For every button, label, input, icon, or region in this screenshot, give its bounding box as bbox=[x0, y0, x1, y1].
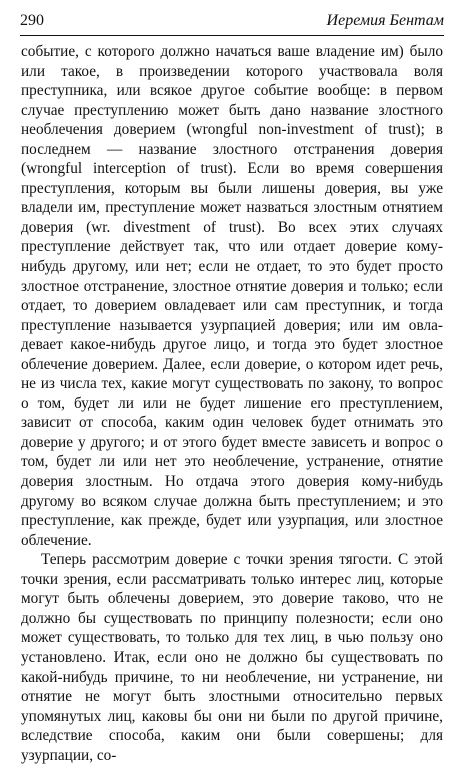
running-head: Иеремия Бентам bbox=[326, 12, 444, 29]
header-rule bbox=[20, 35, 444, 36]
paragraph-2: Теперь рассмотрим доверие с точки зрения тягости. С этой точки зрения, если рассматривать только интерес лиц, которые могут быть облечены доверием, это доверие таково, что не должно бы существовать по принципу полезности; если оно может существовать, то только для тех лиц, в чью пользу оно установлено. Итак, если оно не должно бы существовать по какой-нибудь причине, то ни необлечение, ни устранение, ни отнятие не могут быть злостными относительно первых упомянутых лиц, каковы бы они ни были по другой причине, вследствие способа, каким они были совершены; для узурпации, со- bbox=[21, 551, 443, 764]
page-number: 290 bbox=[20, 12, 44, 29]
paragraph-1: событие, с которого должно начаться ваше владение им) было или такое, в произведении которого участвовала воля преступника, или всякое другое событие вообще: в первом случае преступлению может быть дано название злостного необлечения доверием (wrongful non-investment of trust); в последнем — название злостного отстранения доверия (wrongful interception of trust). Если во время совершения преступления, которым вы были лишены доверия, вы уже владели им, преступление может назваться злостным отнятием доверия (wr. divestment of trust). Во всех этих случаях преступление действует так, что или отдает доверие кому-нибудь другому, или нет; если не отдает, то это будет просто злостное отстранение, злостное отнятие доверия и только; если отдает, то доверием овладевает или сам преступник, и тогда преступление называется узурпацией доверия; или им овладевает какое-нибудь другое лицо, и тогда это будет злостное облечение доверием. Далее, если доверие, о котором идет речь, не из числа тех, какие могут существовать по закону, то вопрос о том, будет ли или не будет лишение его преступлением, зависит от способа, каким один человек будет отнимать это доверие у другого; и от этого будет вместе зависеть и вопрос о том, будет ли или нет это необлечение, устранение, отнятие доверия злостным. Но отдача этого доверия кому-нибудь другому во всяком случае должна быть преступлением; и это преступление, как прежде, будет или узурпация, или злостное облечение. bbox=[21, 43, 443, 549]
page-header bbox=[20, 12, 444, 36]
body-text bbox=[21, 42, 443, 765]
